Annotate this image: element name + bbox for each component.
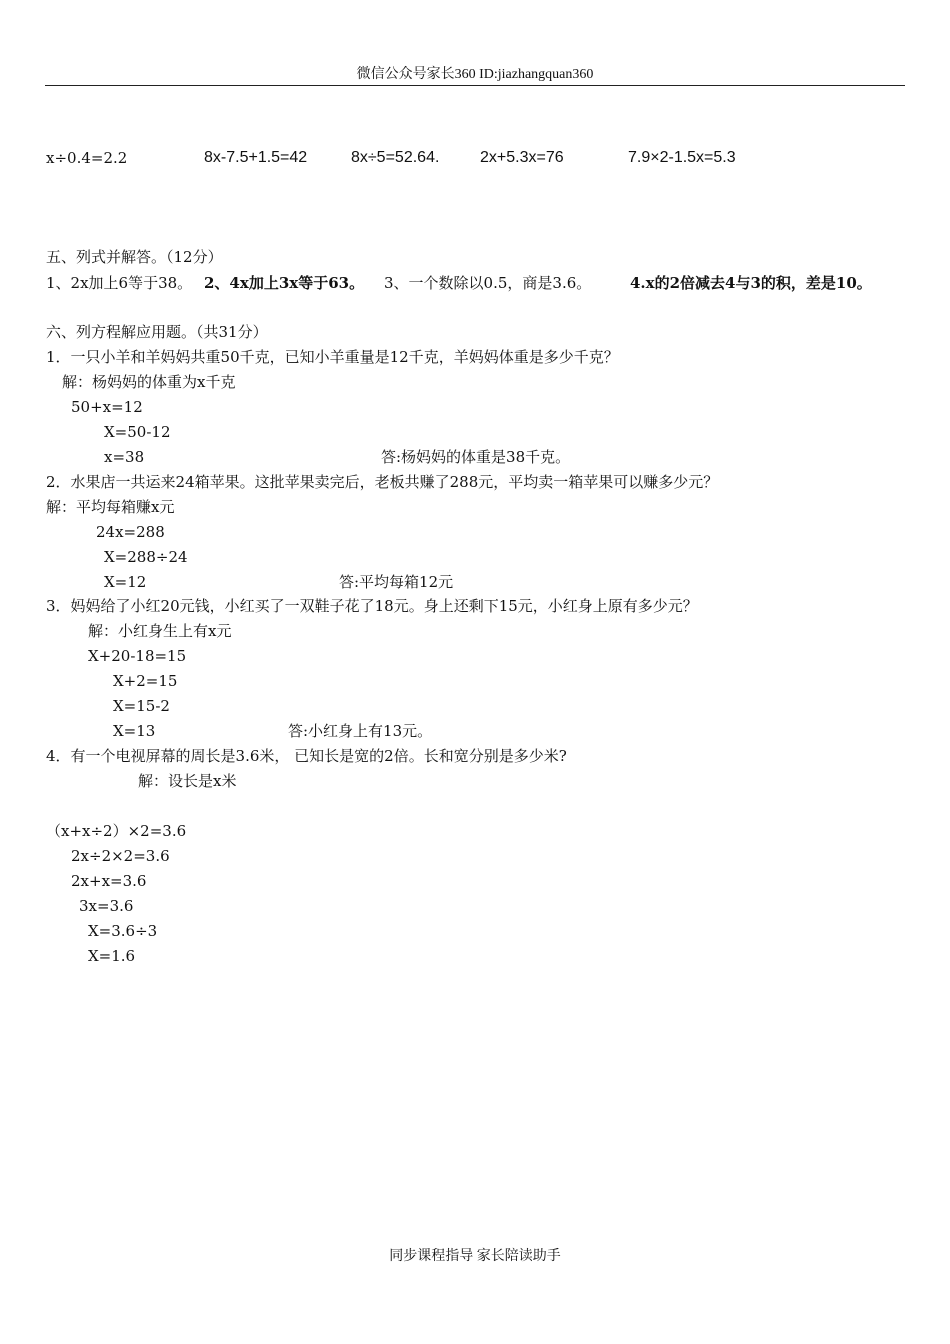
equation-4: 2x+5.3x=76 (480, 149, 564, 166)
problem4-step5: X=3.6÷3 (88, 922, 158, 940)
problem2-question: 2．水果店一共运来24箱苹果。这批苹果卖完后，老板共赚了288元，平均卖一箱苹果可以赚多少元？ (46, 473, 719, 491)
problem3-question: 3．妈妈给了小红20元钱，小红买了一双鞋子花了18元。身上还剩下15元，小红身上原有多少元？ (46, 597, 698, 615)
problem1-step2: X=50-12 (104, 423, 171, 441)
problem4-question: 4．有一个电视屏幕的周长是3.6米， 已知长是宽的2倍。长和宽分别是多少米? (46, 747, 567, 765)
page-footer: 同步课程指导 家长陪读助手 (389, 1249, 561, 1264)
page-header: 微信公众号家长360 ID:jiazhangquan360 (356, 67, 594, 82)
equation-1: x÷0.4=2.2 (46, 149, 128, 167)
equation-2: 8x-7.5+1.5=42 (204, 149, 308, 166)
problem4-step4: 3x=3.6 (79, 897, 134, 915)
problem1-step3: x=38 (104, 448, 145, 466)
section5-q2: 2、4x加上3x等于63。 (204, 274, 365, 292)
problem4-step6: X=1.6 (88, 947, 136, 965)
problem3-step2: X+2=15 (113, 672, 178, 690)
problem4-step3: 2x+x=3.6 (71, 872, 147, 890)
section5-q3: 3、一个数除以0.5，商是3.6。 (384, 274, 592, 292)
section5-title: 五、列式并解答。（12分） (46, 248, 223, 266)
problem3-step3: X=15-2 (113, 697, 170, 715)
problem1-solve: 解：杨妈妈的体重为x千克 (62, 373, 236, 391)
problem4-step2: 2x÷2×2=3.6 (71, 847, 170, 865)
problem1-question: 1．一只小羊和羊妈妈共重50千克，已知小羊重量是12千克，羊妈妈体重是多少千克？ (46, 348, 619, 366)
problem3-step1: X+20-18=15 (88, 647, 187, 665)
problem1-step1: 50+x=12 (71, 398, 143, 416)
problem3-step4: X=13 (113, 722, 156, 740)
problem2-answer: 答:平均每箱12元 (339, 573, 454, 591)
problem3-answer: 答:小红身上有13元。 (288, 722, 433, 740)
equation-5: 7.9×2-1.5x=5.3 (628, 149, 736, 166)
section5-q1: 1、2x加上6等于38。 (46, 274, 193, 292)
header-divider (45, 85, 905, 86)
problem2-step1: 24x=288 (96, 523, 165, 541)
problem4-solve: 解：设长是x米 (138, 772, 237, 790)
equation-3: 8x÷5=52.64. (351, 149, 440, 166)
problem4-step1: （x+x÷2）×2=3.6 (46, 822, 187, 840)
section5-q4: 4.x的2倍减去4与3的积，差是10。 (630, 274, 872, 292)
problem2-step3: X=12 (104, 573, 147, 591)
problem2-solve: 解：平均每箱赚x元 (46, 498, 175, 516)
section6-title: 六、列方程解应用题。（共31分） (46, 323, 268, 341)
problem3-solve: 解：小红身生上有x元 (88, 622, 232, 640)
problem2-step2: X=288÷24 (104, 548, 188, 566)
problem1-answer: 答:杨妈妈的体重是38千克。 (381, 448, 571, 466)
